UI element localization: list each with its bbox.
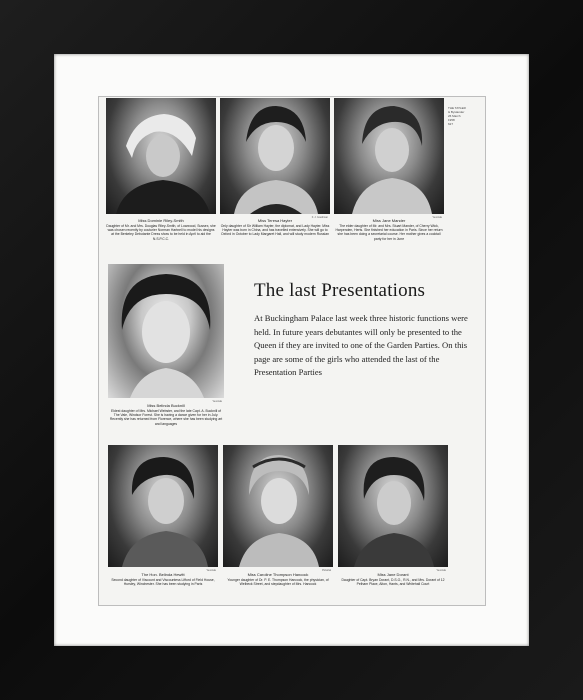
portrait-photo <box>106 98 216 214</box>
caption-name: Miss Caroline Thompson Hancock <box>247 572 309 577</box>
margin-note-line: THE TATLER <box>448 106 466 110</box>
portrait-photo <box>220 98 330 219</box>
portrait-photo <box>334 98 444 219</box>
article-headline: The last Presentations <box>254 280 426 301</box>
caption-text: Younger daughter of Dr. P. E. Thompson Hancock, the physician, of Welbeck Street, and stepdaughter of Mrs. Hancock <box>227 578 329 587</box>
portrait-caption <box>108 572 218 586</box>
photo-credit: Yevonde <box>212 400 222 403</box>
caption-name: Miss Jane Mander <box>372 218 406 223</box>
portrait-photo <box>108 445 218 572</box>
photo-credit: Yevonde <box>432 216 442 219</box>
portrait-silhouette <box>108 264 224 398</box>
caption-name: Miss Jane Dorant <box>377 572 409 577</box>
portrait-silhouette <box>108 445 218 567</box>
photo-credit: Pictorial <box>322 569 331 572</box>
portrait-silhouette <box>220 98 330 214</box>
portrait-caption <box>220 218 330 237</box>
caption-name: Miss Dominie Riley-Smith <box>138 218 184 223</box>
portrait-caption <box>338 572 448 586</box>
portrait-caption <box>108 403 224 426</box>
caption-text: Daughter of Mr. and Mrs. Douglas Riley-Smith, of Lowwood, Sussex, she was chosen recently by couturier Norman Hartnell to model his designs at the Berkeley Debutante Dress show to be held in April to aid the N.S.P.C.C. <box>106 224 216 241</box>
portrait-silhouette <box>338 445 448 567</box>
photo-credit: F. J. Goodman <box>311 216 328 219</box>
photo-credit: Yevonde <box>206 569 216 572</box>
caption-name: Miss Belinda Bucknill <box>147 403 185 408</box>
caption-text: The elder daughter of Mr. and Mrs. Stuart Mander, of Cherry Wick, Harpenden, Herts. She finished her education in Paris. Since her return she has been doing a secretarial course. Her mother gives a cocktail party for her in June <box>335 224 443 241</box>
margin-note-line: 1958 <box>448 118 455 122</box>
portrait-silhouette <box>223 445 333 567</box>
photo-credit: Yevonde <box>436 569 446 572</box>
portrait-caption <box>223 572 333 586</box>
portrait-photo <box>338 445 448 572</box>
article-intro: At Buckingham Palace last week three historic functions were held. In future years debutantes will only be presented to the Queen if they are invited to one of the Garden Parties. On this page are some of the girls who attended the last of the Presentation Parties <box>254 313 468 378</box>
portrait-caption <box>334 218 444 241</box>
caption-text: Only daughter of Sir William Hayter, the diplomat, and Lady Hayter. Miss Hayter was born in China, and has travelled extensively. She will go to Oxford in October to Lady Margaret Hall, and will study modern Russian <box>220 224 330 237</box>
portrait-caption <box>106 218 216 241</box>
portrait-photo <box>223 445 333 572</box>
page-margin-note <box>448 106 478 126</box>
portrait-photo <box>108 264 224 403</box>
caption-name: The Hon. Belinda Hewitt <box>141 572 185 577</box>
caption-text: Eldest daughter of Mrs. Michael Webster, and the late Capt. A. Bucknill of The Vale, Windsor Forest. She is having a dance given for her in July. Recently she has returned from Florence, where she has been studying art and languages <box>109 409 223 426</box>
portrait-silhouette <box>334 98 444 214</box>
caption-text: Second daughter of Viscount and Viscountess Lifford of Field House, Hursley, Winchester. She has been studying in Paris <box>111 578 215 587</box>
caption-name: Miss Teresa Hayter <box>257 218 293 223</box>
caption-text: Daughter of Capt. Bryan Dorant, D.S.O., R.N., and Mrs. Dorant of 12 Pelham Place, Alton, Hants, and Whitehall Court <box>341 578 445 587</box>
margin-note-line: 627 <box>448 122 454 126</box>
portrait-silhouette <box>106 98 216 214</box>
margin-note-line: 26 March <box>448 114 461 118</box>
margin-note-line: & Bystander <box>448 110 465 114</box>
